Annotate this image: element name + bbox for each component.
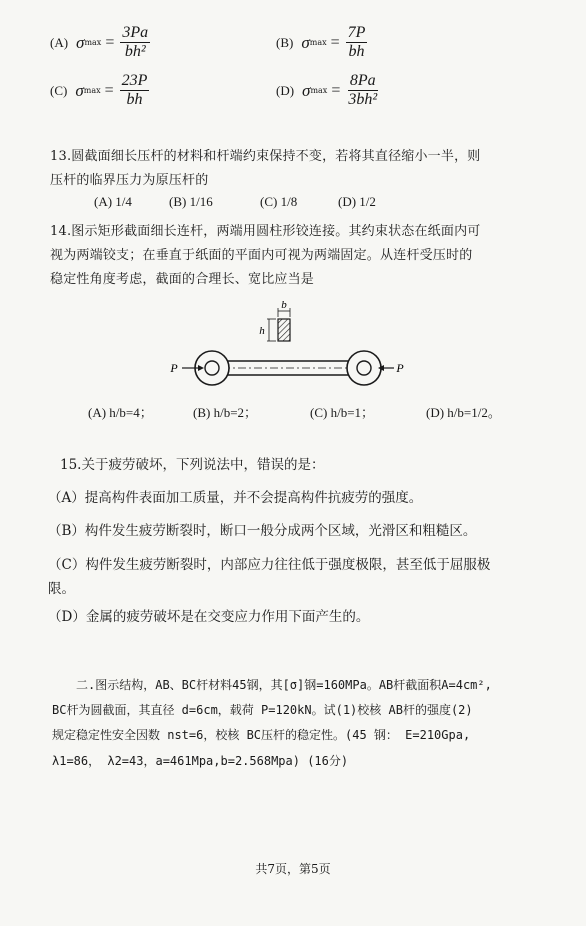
equals-sign: = <box>105 33 115 51</box>
choice-d: (D) 1/2 <box>338 194 376 209</box>
part-2-line-1: 二.图示结构，AB、BC杆材料45钢，其[σ]钢=160MPa。AB杆截面积A=4cm², <box>76 678 492 692</box>
formula-fraction <box>346 72 379 109</box>
page-footer: 共7页，第5页 <box>255 862 331 876</box>
option-b <box>276 24 367 61</box>
question-15-option-d: （D）金属的疲劳破坏是在交变应力作用下面产生的。 <box>48 609 370 625</box>
part-2-line-2: BC杆为圆截面，其直径 d=6cm，载荷 P=120kN。试(1)校核 AB杆的强度(2) <box>52 703 473 717</box>
sigma-subscript: max <box>309 38 327 47</box>
formula-fraction <box>346 24 368 61</box>
numerator: 8Pa <box>349 72 376 89</box>
sigma-symbol: σ <box>302 80 311 100</box>
choice-b: (B) 1/16 <box>169 194 213 209</box>
width-label-b: b <box>281 299 287 311</box>
question-15-stem: 15.关于疲劳破坏，下列说法中，错误的是： <box>60 457 325 473</box>
question-15-option-b: （B）构件发生疲劳断裂时，断口一般分成两个区域，光滑区和粗糙区。 <box>48 523 477 539</box>
rod-body <box>169 351 404 385</box>
equals-sign: = <box>104 81 114 99</box>
height-label-h: h <box>259 325 265 337</box>
formula-fraction <box>120 72 150 109</box>
part-2-line-3: 规定稳定性安全因数 nst=6，校核 BC压杆的稳定性。(45 钢： E=210Gpa, <box>52 728 471 742</box>
choice-d: (D) h/b=1/2。 <box>426 405 501 420</box>
numerator: 3Pa <box>122 24 149 41</box>
question-15-option-c-line-2: 限。 <box>48 581 75 597</box>
question-13-line-2: 压杆的临界压力为原压杆的 <box>50 173 209 188</box>
question-14-line-2: 视为两端铰支；在垂直于纸面的平面内可视为两端固定。从连杆受压时的 <box>50 248 473 263</box>
option-d <box>276 72 379 109</box>
formula-fraction <box>120 24 150 61</box>
question-14-line-3: 稳定性角度考虑，截面的合理长、宽比应当是 <box>50 272 315 287</box>
choice-c: (C) h/b=1； <box>310 405 375 420</box>
denominator: bh <box>348 43 365 60</box>
option-c <box>50 72 149 109</box>
option-b-label: (B) <box>276 34 294 50</box>
choice-a: (A) 1/4 <box>94 194 132 209</box>
option-c-label: (C) <box>50 82 68 98</box>
numerator: 7P <box>347 24 366 41</box>
denominator: bh² <box>124 43 146 60</box>
sigma-symbol: σ <box>76 32 85 52</box>
choice-a: (A) h/b=4； <box>88 405 153 420</box>
numerator: 23P <box>121 72 148 89</box>
sigma-symbol: σ <box>301 32 310 52</box>
cross-section <box>259 299 290 341</box>
equals-sign: = <box>330 33 340 51</box>
part-2-line-4: λ1=86， λ2=43，a=461Mpa,b=2.568Mpa) (16分) <box>52 754 349 768</box>
sigma-subscript: max <box>310 86 328 95</box>
load-label-right: P <box>396 361 404 375</box>
question-13-line-1: 13.圆截面细长压杆的材料和杆端约束保持不变，若将其直径缩小一半，则 <box>50 149 481 164</box>
choice-b: (B) h/b=2； <box>193 405 258 420</box>
question-15-option-c-line-1: （C）构件发生疲劳断裂时，内部应力往往低于强度极限，甚至低于屈服极 <box>48 557 491 573</box>
right-eye <box>347 351 381 385</box>
option-a <box>50 24 150 61</box>
option-d-label: (D) <box>276 82 295 98</box>
connecting-rod-figure <box>160 288 420 398</box>
sigma-subscript: max <box>83 86 101 95</box>
sigma-symbol: σ <box>75 80 84 100</box>
hatched-section <box>278 319 290 341</box>
denominator: 3bh² <box>348 91 378 108</box>
denominator: bh <box>126 91 143 108</box>
sigma-subscript: max <box>84 38 102 47</box>
equals-sign: = <box>331 81 341 99</box>
option-a-label: (A) <box>50 34 69 50</box>
question-14-line-1: 14.图示矩形截面细长连杆，两端用圆柱形铰连接。其约束状态在纸面内可 <box>50 224 481 239</box>
choice-c: (C) 1/8 <box>260 194 298 209</box>
question-15-option-a: （A）提高构件表面加工质量，并不会提高构件抗疲劳的强度。 <box>48 490 423 506</box>
load-label-left: P <box>170 361 178 375</box>
